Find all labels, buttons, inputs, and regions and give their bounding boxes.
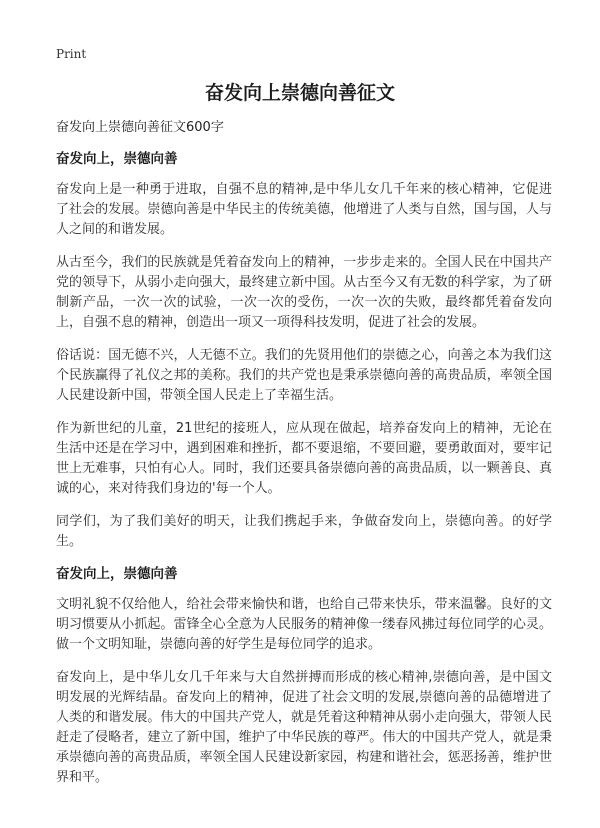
print-link[interactable]: Print <box>56 47 87 61</box>
section-heading: 奋发向上，崇德向善 <box>56 566 178 582</box>
paragraph: 作为新世纪的儿童，21世纪的接班人，应从现在做起，培养奋发向上的精神，无论在生活中还是在学习中，遇到困难和挫折，都不要退缩，不要回避，要勇敢面对，要牢记世上无难事，只怕有心人。同时，我们还要具备崇德向善的高贵品质，以一颗善良、真诚的心，来对待我们身边的'每一个人。 <box>56 421 552 496</box>
section-heading: 奋发向上，崇德向善 <box>56 151 178 167</box>
article-subtitle: 奋发向上崇德向善征文600字 <box>56 120 224 135</box>
page-title: 奋发向上崇德向善征文 <box>204 82 395 104</box>
article-body <box>56 119 552 801</box>
paragraph: 奋发向上，是中华儿女几千年来与大自然拼搏而形成的核心精神,崇德向善，是中国文明发展的光辉结晶。奋发向上的精神，促进了社会文明的发展,崇德向善的品德增进了人类的和谐发展。伟大的中国共产党人，就是凭着这种精神从弱小走向强大，带领人民赶走了侵略者，建立了新中国，维护了中华民族的尊严。伟大的中国共产党人，就是秉承崇德向善的高贵品质，率领全国人民建设新家园，构建和谐社会，惩恶扬善，维护世界和平。 <box>56 670 552 785</box>
paragraph: 从古至今，我们的民族就是凭着奋发向上的精神，一步步走来的。全国人民在中国共产党的领导下，从弱小走向强大，最终建立新中国。从古至今又有无数的科学家，为了研制新产品，一次一次的试验，一次一次的受伤，一次一次的失败，最终都凭着奋发向上，自强不息的精神，创造出一项又一项得科技发明，促进了社会的发展。 <box>56 255 552 330</box>
paragraph: 文明礼貌不仅给他人，给社会带来愉快和谐，也给自己带来快乐，带来温馨。良好的文明习惯要从小抓起。雷锋全心全意为人民服务的精神像一缕春风拂过每位同学的心灵。做一个文明知耻，崇德向善的好学生是每位同学的追求。 <box>56 597 552 652</box>
paragraph: 同学们，为了我们美好的明天，让我们携起手来，争做奋发向上，崇德向善。的好学生。 <box>56 514 552 549</box>
paragraph: 奋发向上是一种勇于进取，自强不息的精神,是中华儿女几千年来的核心精神，它促进了社会的发展。崇德向善是中华民主的传统美德，他增进了人类与自然，国与国，人与人之间的和谐发展。 <box>56 182 552 237</box>
paragraph: 俗话说：国无德不兴，人无德不立。我们的先贤用他们的崇德之心，向善之本为我们这个民族赢得了礼仪之邦的美称。我们的共产党也是秉承崇德向善的高贵品质，率领全国人民建设新中国，带领全国人民走上了幸福生活。 <box>56 348 552 403</box>
